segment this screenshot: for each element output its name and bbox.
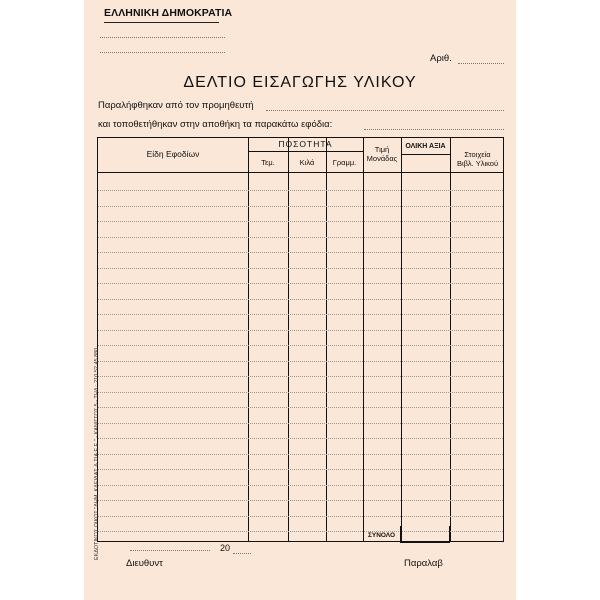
table-row <box>98 314 503 315</box>
table-row <box>98 330 503 331</box>
table-row <box>98 454 503 455</box>
storage-dotted-line <box>364 129 504 130</box>
table-row <box>98 252 503 253</box>
col-items-header: Είδη Εφοδίων <box>146 149 200 159</box>
table-row <box>98 345 503 346</box>
header-dotted-line <box>100 52 225 53</box>
director-signature-label: Διευθυντ <box>126 558 163 569</box>
date-dotted-line <box>130 550 210 551</box>
table-row <box>98 221 503 222</box>
sub-pieces-header: Τεμ. <box>261 158 275 167</box>
book-header-2: Βιβλ. Υλικού <box>456 159 499 168</box>
total-field[interactable] <box>400 526 450 543</box>
table-row <box>98 268 503 269</box>
total-label: ΣΥΝΟΛΟ <box>368 532 396 539</box>
supplier-label: Παραλήφθηκαν από τον προμηθευτή <box>98 100 254 111</box>
heading-underline <box>104 22 219 23</box>
total-value-subdivider <box>401 154 450 155</box>
table-row <box>98 438 503 439</box>
printer-imprint: ΕΚΔΟΤΙΚΟΣ ΟΙΚΟΣ "ΔΗΜ. ΚΛΕΙΔΑΣ & ΣΙΑ Ε.Ε." - ΚΑΝΙΓΓΟΣ 5 - ΤΗΛ.: 210 52.45.880 <box>94 347 100 560</box>
header-dotted-line <box>100 37 225 38</box>
table-row <box>98 469 503 470</box>
supplier-field[interactable] <box>266 110 504 111</box>
storage-label: και τοποθετήθηκαν στην αποθήκη τα παρακάτω εφόδια: <box>98 119 333 130</box>
table-row <box>98 516 503 517</box>
col-quantity-header: ΠΟΣΟΤΗΤΑ <box>278 139 333 149</box>
table-row <box>98 392 503 393</box>
total-value-header: ΟΛΙΚΗ ΑΞΙΑ <box>405 143 446 150</box>
book-header-1: Στοιχεία <box>464 150 491 159</box>
number-label: Αριθ. <box>430 53 452 64</box>
state-heading: ΕΛΛΗΝΙΚΗ ΔΗΜΟΚΡΑΤΙΑ <box>104 7 233 19</box>
items-table <box>97 137 504 542</box>
table-row <box>98 361 503 362</box>
unit-price-header-2: Μονάδας <box>366 154 398 163</box>
table-row <box>98 237 503 238</box>
table-row <box>98 299 503 300</box>
header-divider <box>98 172 503 173</box>
number-field[interactable] <box>458 63 504 64</box>
table-row <box>98 376 503 377</box>
column-divider <box>326 138 327 541</box>
column-divider <box>401 138 402 541</box>
table-row <box>98 500 503 501</box>
column-divider <box>363 138 364 541</box>
unit-price-header-1: Τιμή <box>374 145 390 154</box>
sub-kilos-header: Κιλά <box>299 158 315 167</box>
column-divider <box>450 138 451 541</box>
table-row <box>98 190 503 191</box>
table-row <box>98 423 503 424</box>
quantity-subdivider <box>248 151 363 152</box>
table-row <box>98 485 503 486</box>
document-title: ΔΕΛΤΙΟ ΕΙΣΑΓΩΓΗΣ ΥΛΙΚΟΥ <box>183 74 417 91</box>
sub-grams-header: Γραμμ. <box>332 158 357 167</box>
column-divider <box>248 138 249 541</box>
table-row <box>98 283 503 284</box>
table-row <box>98 206 503 207</box>
table-row <box>98 407 503 408</box>
column-divider <box>288 138 289 541</box>
year-field[interactable] <box>233 553 251 554</box>
year-prefix: 20 <box>220 543 231 553</box>
receiver-signature-label: Παραλαβ <box>404 558 443 569</box>
